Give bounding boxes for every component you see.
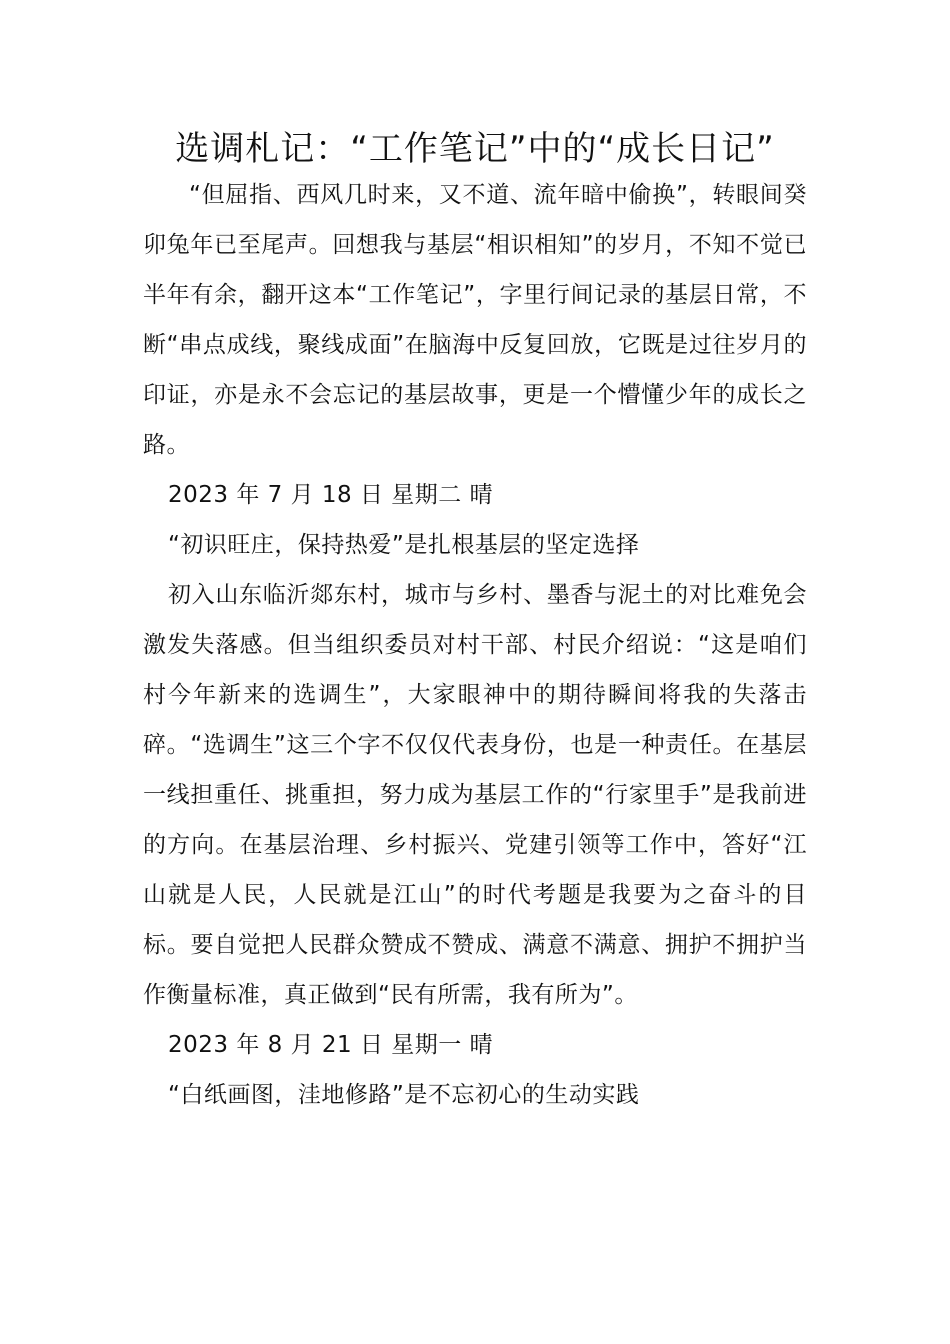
document-title: 选调札记：“工作笔记”中的“成长日记” [175, 129, 775, 169]
entry-body-1: 初入山东临沂郯东村，城市与乡村、墨香与泥土的对比难免会激发失落感。但当组织委员对村干部、村民介绍说：“这是咱们村今年新来的选调生”，大家眼神中的期待瞬间将我的失落击碎。“选调生”这三个字不仅仅代表身份，也是一种责任。在基层一线担重任、挑重担，努力成为基层工作的“行家里手”是我前进的方向。在基层治理、乡村振兴、党建引领等工作中，答好“江山就是人民，人民就是江山”的时代考题是我要为之奋斗的目标。要自觉把人民群众赞成不赞成、满意不满意、拥护不拥护当作衡量标准，真正做到“民有所需，我有所为”。 [143, 582, 807, 1008]
entry-heading-2: “白纸画图，洼地修路”是不忘初心的生动实践 [168, 1082, 640, 1108]
entry-date-1: 2023 年 7 月 18 日 星期二 晴 [168, 482, 494, 508]
intro-paragraph: “但屈指、西风几时来，又不道、流年暗中偷换”，转眼间癸卯兔年已至尾声。回想我与基层“相识相知”的岁月，不知不觉已半年有余，翻开这本“工作笔记”，字里行间记录的基层日常，不断“串点成线，聚线成面”在脑海中反复回放，它既是过往岁月的印证，亦是永不会忘记的基层故事，更是一个懵懂少年的成长之路。 [143, 182, 807, 458]
entry-heading-1: “初识旺庄，保持热爱”是扎根基层的坚定选择 [168, 532, 640, 558]
entry-date-2: 2023 年 8 月 21 日 星期一 晴 [168, 1032, 494, 1058]
document-page [143, 128, 807, 1120]
